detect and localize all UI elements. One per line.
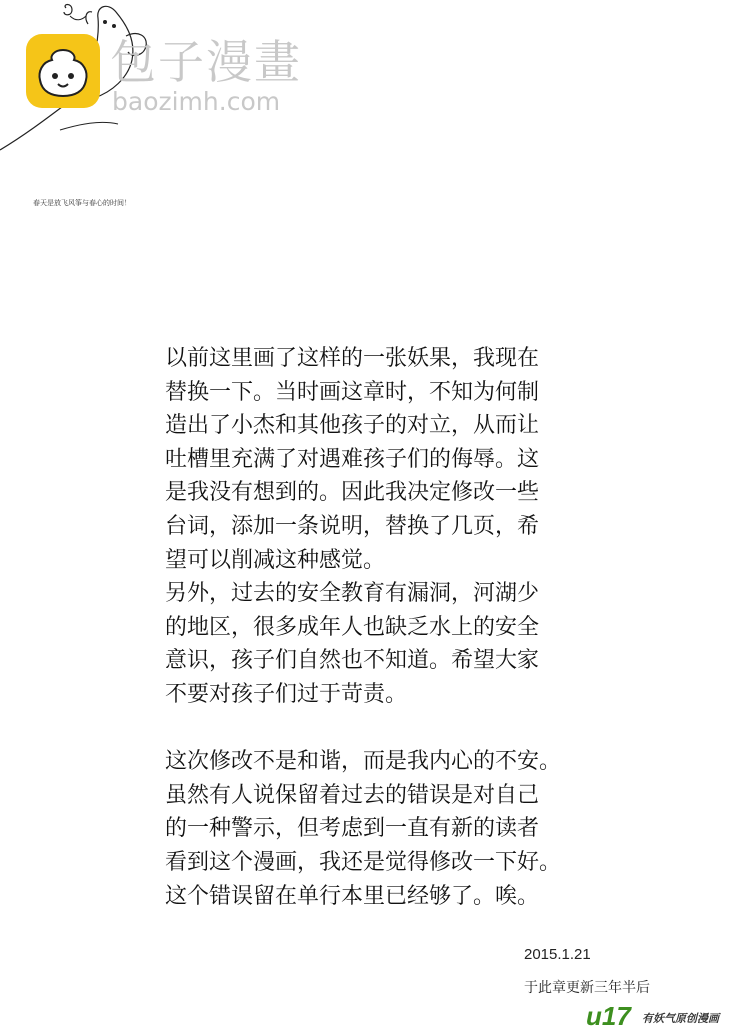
note-line: 另外，过去的安全教育有漏洞，河湖少	[165, 581, 540, 607]
note-line: 的地区，很多成年人也缺乏水上的安全	[165, 614, 540, 640]
watermark-url: baozimh.com	[112, 87, 281, 116]
note-line: 虽然有人说保留着过去的错误是对自己	[165, 782, 540, 808]
note-line: 意识，孩子们自然也不知道。希望大家	[165, 648, 540, 674]
u17-logo: u17	[586, 1001, 631, 1031]
note-line: 吐槽里充满了对遇难孩子们的侮辱。这	[165, 446, 540, 472]
publisher-mark	[586, 1002, 728, 1030]
publisher-tagline: 有妖气原创漫画	[642, 1012, 719, 1025]
note-line: 这次修改不是和谐，而是我内心的不安。	[165, 749, 562, 775]
note-line: 替换一下。当时画这章时，不知为何制	[165, 379, 540, 405]
site-logo	[26, 34, 100, 108]
note-line: 看到这个漫画，我还是觉得修改一下好。	[165, 849, 562, 875]
note-line: 的一种警示，但考虑到一直有新的读者	[165, 816, 540, 842]
note-line: 不要对孩子们过于苛责。	[165, 681, 408, 707]
note-line: 这个错误留在单行本里已经够了。唉。	[165, 883, 540, 909]
author-note	[165, 342, 605, 913]
page-caption: 春天是放飞风筝与春心的时间！	[33, 199, 131, 207]
signature-note: 于此章更新三年半后	[524, 980, 650, 996]
note-line: 以前这里画了这样的一张妖果，我现在	[165, 346, 540, 371]
note-line: 是我没有想到的。因此我决定修改一些	[165, 480, 540, 506]
note-line: 台词，添加一条说明，替换了几页，希	[165, 513, 540, 539]
signature-date: 2015.1.21	[524, 946, 591, 963]
watermark-title: 包子漫畫	[110, 35, 302, 89]
paragraph-gap	[165, 712, 605, 746]
bun-face-icon	[34, 44, 92, 100]
note-line: 造出了小杰和其他孩子的对立，从而让	[165, 413, 540, 439]
note-line: 望可以削减这种感觉。	[165, 547, 386, 573]
